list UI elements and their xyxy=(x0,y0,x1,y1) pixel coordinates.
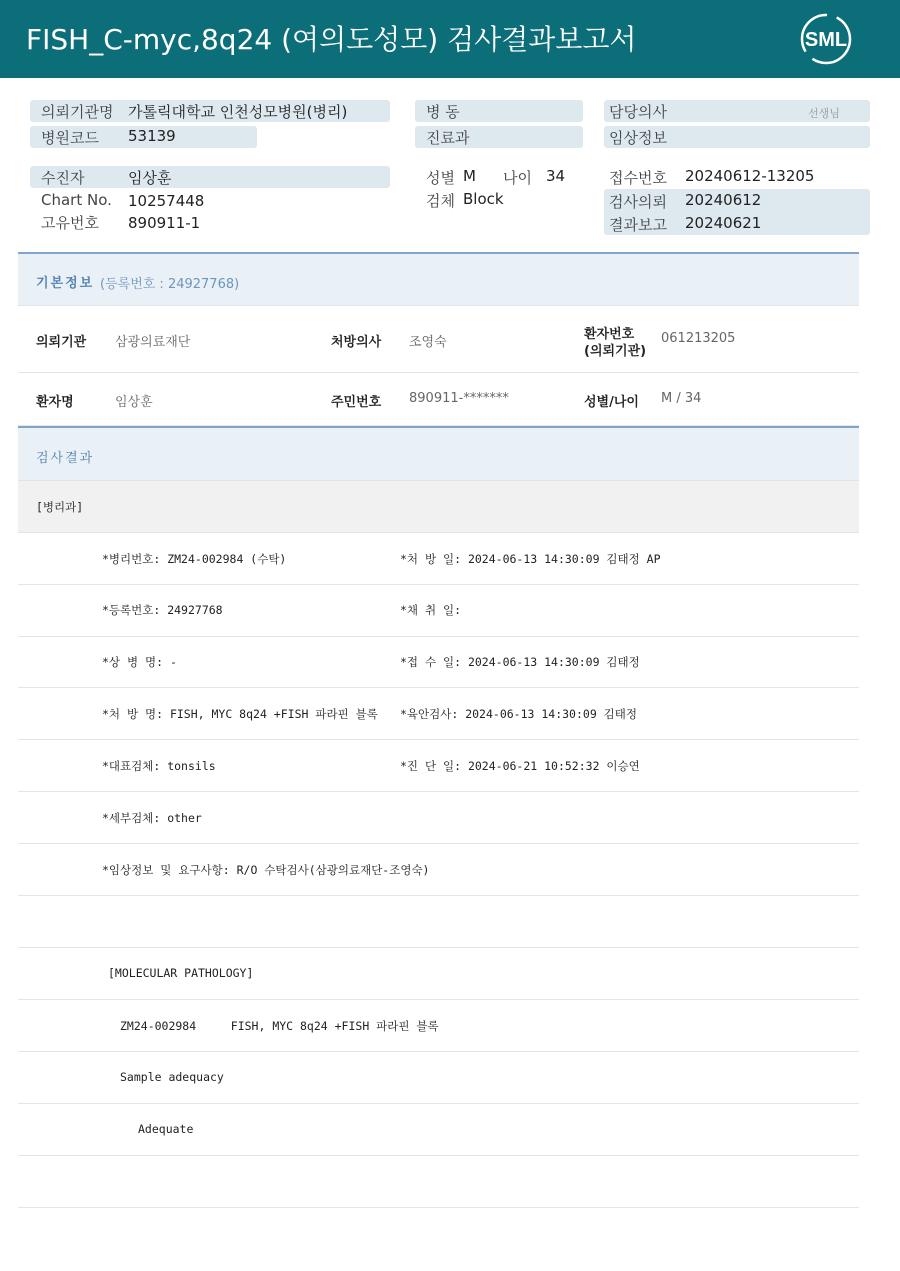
report-title: FISH_C-myc,8q24 (여의도성모) 검사결과보고서 xyxy=(26,23,637,56)
doctor-label: 담당의사 xyxy=(609,103,667,121)
molecular-pathology-header: [MOLECULAR PATHOLOGY] xyxy=(108,966,254,980)
basic-info-title: 기본정보 xyxy=(36,276,95,291)
report-header xyxy=(0,0,900,78)
report-date-label: 결과보고 xyxy=(609,216,667,234)
results-header xyxy=(18,426,859,481)
main-specimen: *대표검체: tonsils xyxy=(102,759,216,773)
sub-specimen: *세부검체: other xyxy=(102,811,202,825)
department-label: 진료과 xyxy=(426,129,470,147)
hospital-code-label: 병원코드 xyxy=(41,129,99,147)
hospital-code-value: 53139 xyxy=(128,127,176,145)
gross-exam: *육안검사: 2024-06-13 14:30:09 김태정 xyxy=(400,707,638,721)
registration-line: *등록번호: 24927768 xyxy=(102,603,223,617)
specimen-value: Block xyxy=(463,190,504,208)
chart-value: 10257448 xyxy=(128,192,205,210)
patient-no-key: 환자번호 xyxy=(584,327,635,342)
blank-row xyxy=(18,896,859,948)
order-date: *처 방 일: 2024-06-13 14:30:09 김태정 AP xyxy=(400,552,661,566)
sml-logo xyxy=(796,12,856,66)
result-row xyxy=(18,844,859,896)
registration-number: (등록번호 : 24927768) xyxy=(100,277,240,292)
doctor-key: 처방의사 xyxy=(331,335,382,350)
ward-label: 병 동 xyxy=(426,103,460,121)
doctor-hint: 선생님 xyxy=(808,107,840,120)
result-row xyxy=(18,740,859,792)
clinical-info-label: 임상정보 xyxy=(609,129,667,147)
case-line: ZM24-002984 FISH, MYC 8q24 +FISH 파라핀 블록 xyxy=(120,1019,439,1033)
rrn-value: 890911-******* xyxy=(409,391,509,406)
pathology-number: *병리번호: ZM24-002984 (수탁) xyxy=(102,552,287,566)
request-date-label: 검사의뢰 xyxy=(609,193,667,211)
basic-info-row-1 xyxy=(18,306,859,373)
patient-value: 임상훈 xyxy=(128,169,172,187)
sex-label: 성별 xyxy=(426,169,455,187)
department-tag: [병리과] xyxy=(36,500,84,514)
receipt-date: *접 수 일: 2024-06-13 14:30:09 김태정 xyxy=(400,655,640,669)
receipt-no-label: 접수번호 xyxy=(609,169,667,187)
unique-id-value: 890911-1 xyxy=(128,214,201,232)
department-band xyxy=(18,481,859,533)
results-title: 검사결과 xyxy=(36,451,95,466)
specimen-label: 검체 xyxy=(426,192,455,210)
receipt-no-value: 20240612-13205 xyxy=(685,167,815,185)
sex-value: M xyxy=(463,167,476,185)
request-date-value: 20240612 xyxy=(685,191,762,209)
order-name: *처 방 명: FISH, MYC 8q24 +FISH 파라핀 블록 xyxy=(102,707,378,721)
result-row xyxy=(18,688,859,740)
result-row xyxy=(18,1052,859,1104)
adequacy-value: Adequate xyxy=(138,1122,194,1136)
name-value: 임상훈 xyxy=(115,395,153,410)
blank-row xyxy=(18,1156,859,1208)
sex-age-key: 성별/나이 xyxy=(584,395,639,410)
basic-info-row-2 xyxy=(18,373,859,426)
basic-info-header xyxy=(18,252,859,306)
patient-no-key-sub: (의뢰기관) xyxy=(584,344,647,359)
collection-date: *채 취 일: xyxy=(400,603,462,617)
diagnosis-date: *진 단 일: 2024-06-21 10:52:32 이승연 xyxy=(400,759,640,773)
requesting-org-value: 가톨릭대학교 인천성모병원(병리) xyxy=(128,103,348,121)
logo-text: SML xyxy=(804,29,848,51)
sex-age-value: M / 34 xyxy=(661,391,702,406)
org-key: 의뢰기관 xyxy=(36,335,87,350)
result-row xyxy=(18,1000,859,1052)
result-row xyxy=(18,637,859,688)
unique-id-label: 고유번호 xyxy=(41,214,99,232)
patient-no-value: 061213205 xyxy=(661,331,736,346)
report-date-value: 20240621 xyxy=(685,214,762,232)
disease-name: *상 병 명: - xyxy=(102,655,177,669)
result-row xyxy=(18,792,859,844)
result-row xyxy=(18,1104,859,1156)
rrn-key: 주민번호 xyxy=(331,395,382,410)
patient-label: 수진자 xyxy=(41,169,85,187)
org-value: 삼광의료재단 xyxy=(115,335,191,350)
result-row xyxy=(18,585,859,637)
doctor-value: 조영숙 xyxy=(409,335,447,350)
age-value: 34 xyxy=(546,167,566,185)
requesting-org-label: 의뢰기관명 xyxy=(41,103,114,121)
sample-adequacy-label: Sample adequacy xyxy=(120,1070,224,1084)
clinical-request: *임상정보 및 요구사항: R/O 수탁검사(삼광의료재단-조영숙) xyxy=(102,863,430,877)
age-label: 나이 xyxy=(503,169,532,187)
result-row xyxy=(18,948,859,1000)
name-key: 환자명 xyxy=(36,395,74,410)
chart-label: Chart No. xyxy=(41,191,112,209)
result-row xyxy=(18,533,859,585)
